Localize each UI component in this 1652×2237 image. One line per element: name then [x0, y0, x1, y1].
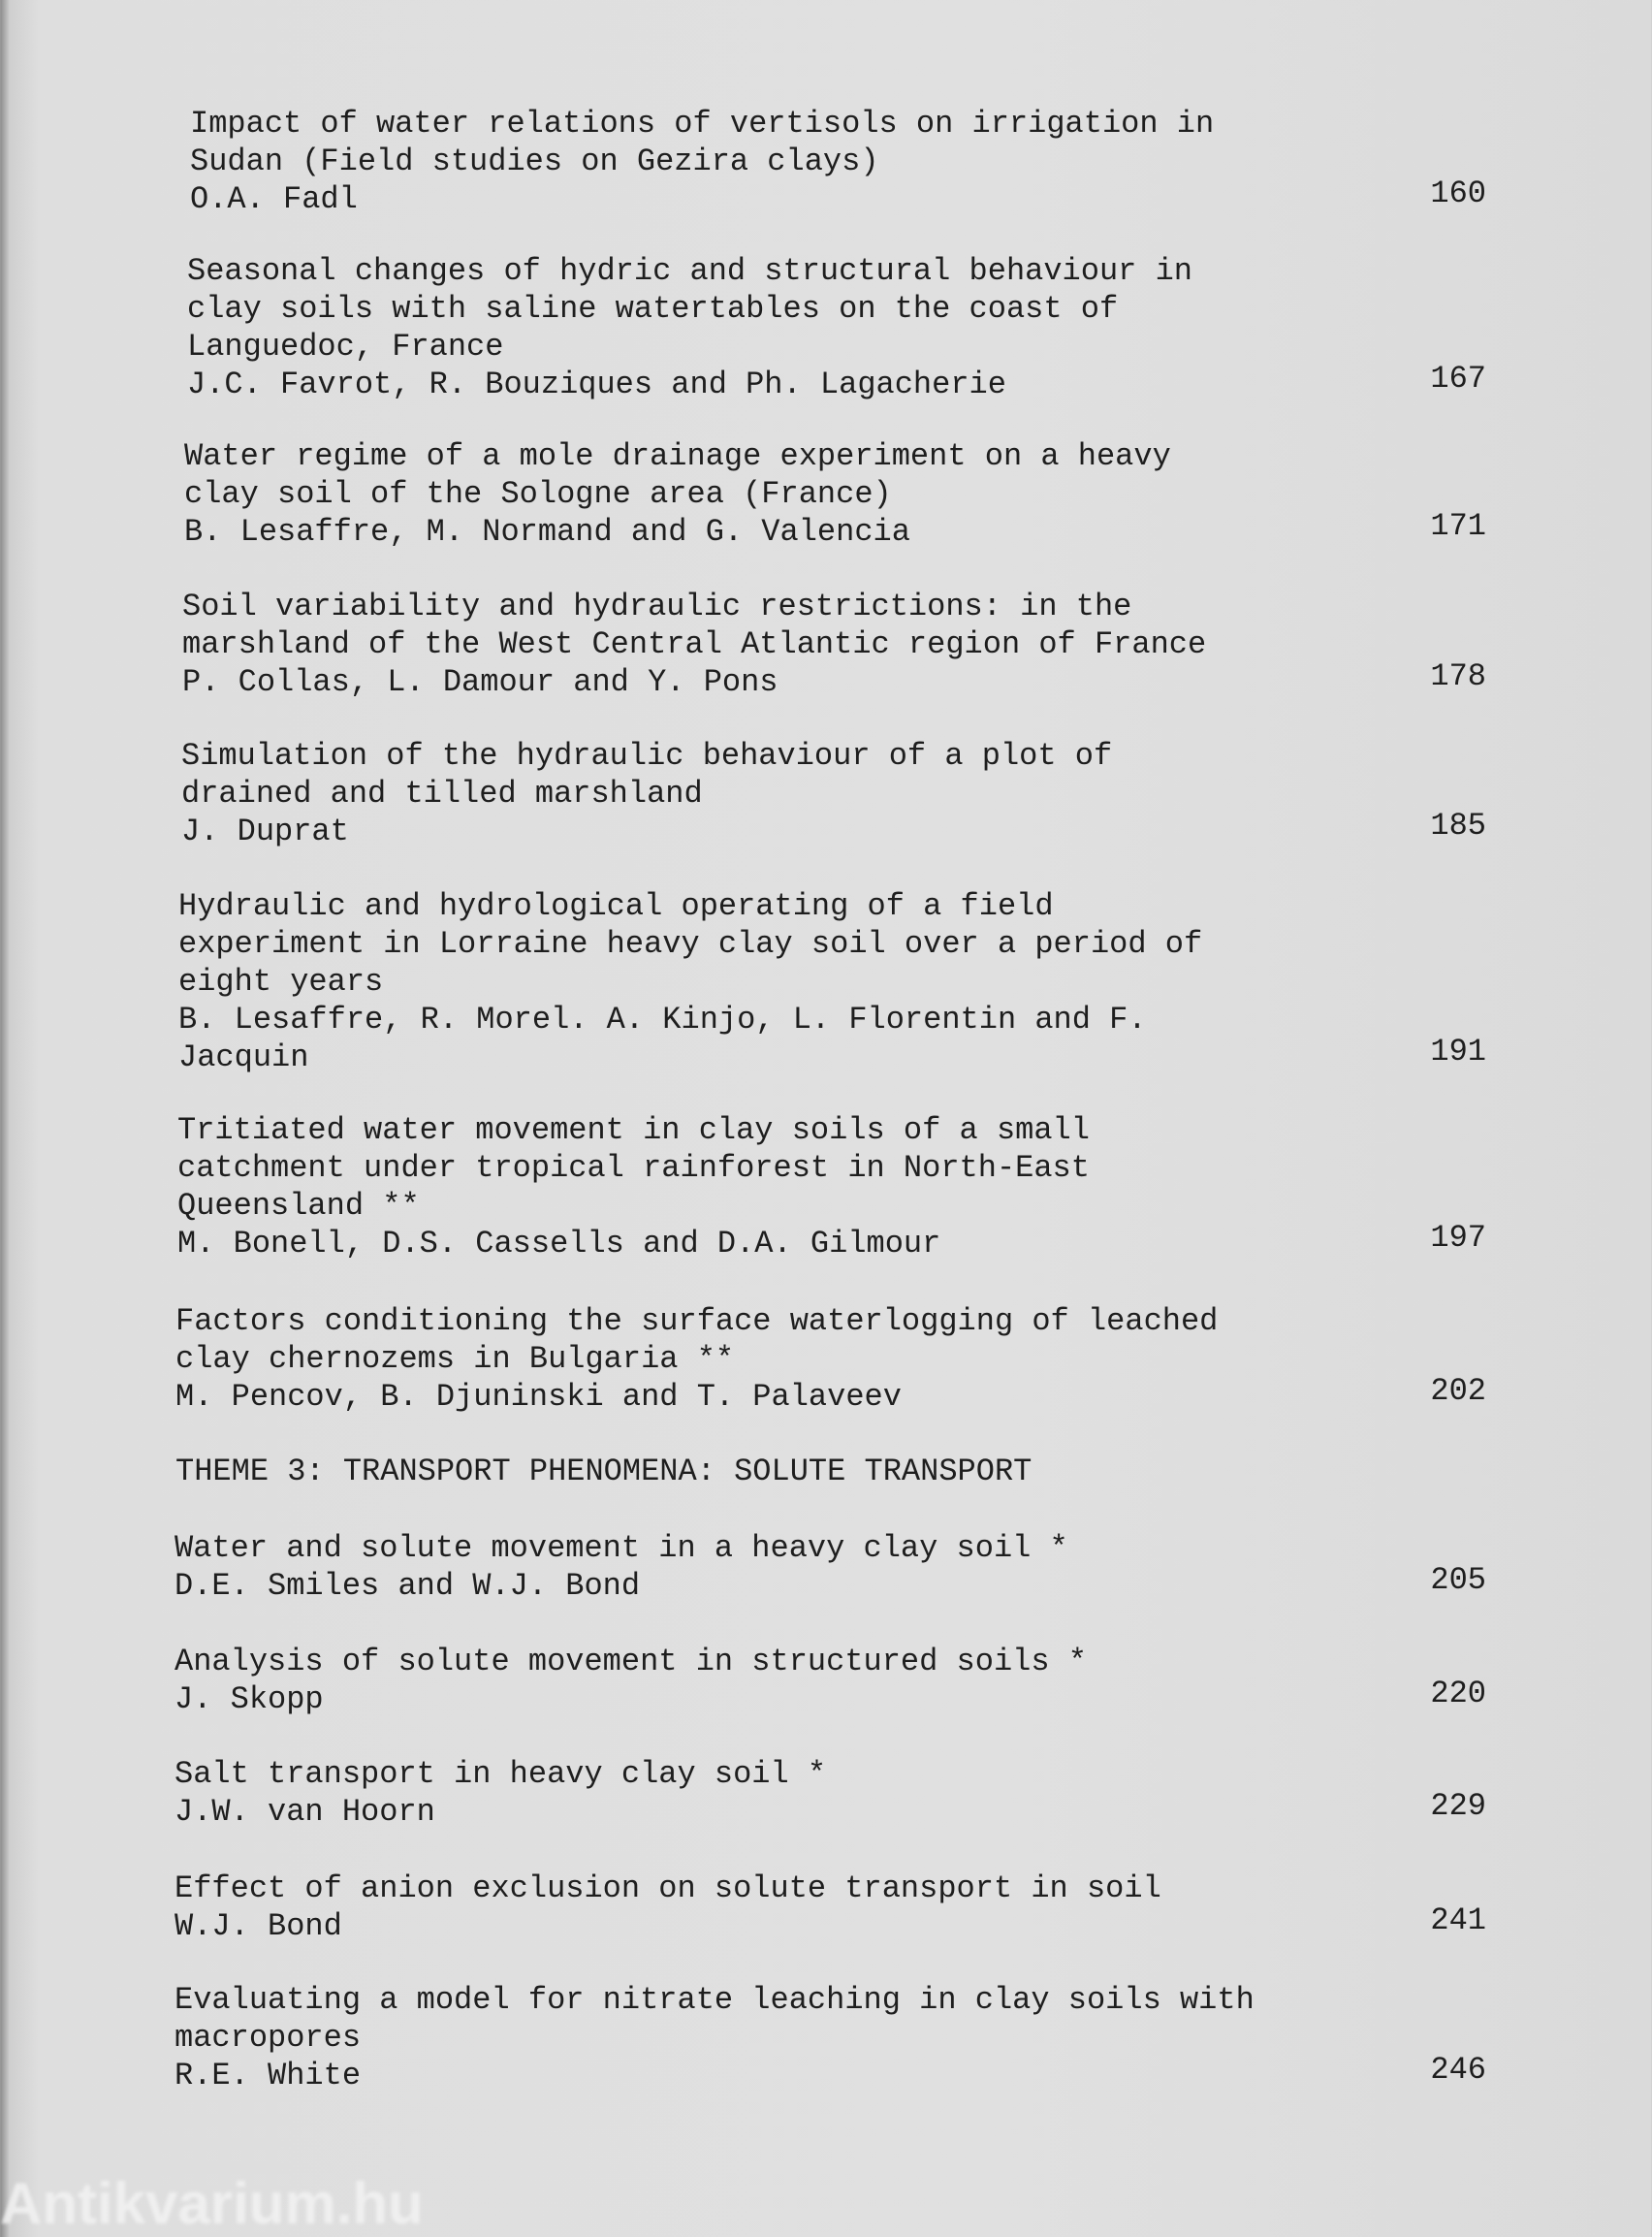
entry-authors	[175, 1562, 1486, 1605]
entry-authors	[175, 1676, 1486, 1718]
line-text: Soil variability and hydraulic restrictions: in the	[182, 589, 1132, 624]
line-text: experiment in Lorraine heavy clay soil over a period of	[178, 926, 1203, 962]
toc-entry	[187, 252, 1486, 403]
entry-title-line	[190, 105, 1486, 143]
page-number: 167	[1430, 361, 1486, 397]
line-text: J.W. van Hoorn	[175, 1794, 435, 1830]
page-number: 220	[1430, 1676, 1486, 1711]
line-text: eight years	[178, 964, 384, 1000]
line-text: P. Collas, L. Damour and Y. Pons	[182, 664, 778, 700]
page-number: 185	[1430, 808, 1486, 844]
line-text: M. Bonell, D.S. Cassells and D.A. Gilmour	[177, 1226, 941, 1262]
line-text: M. Pencov, B. Djuninski and T. Palaveev	[175, 1379, 902, 1415]
entry-title-line	[177, 1187, 1486, 1225]
line-text: Simulation of the hydraulic behaviour of a plot of	[181, 738, 1113, 774]
entry-title-line	[175, 1453, 1486, 1490]
entry-title-line	[175, 1302, 1486, 1340]
page-number: 202	[1430, 1373, 1486, 1409]
entry-authors	[178, 1034, 1486, 1076]
page-number: 197	[1430, 1220, 1486, 1256]
line-text: drained and tilled marshland	[181, 776, 703, 812]
entry-authors	[175, 2052, 1486, 2094]
line-text: B. Lesaffre, M. Normand and G. Valencia	[184, 514, 910, 550]
entry-authors	[175, 1788, 1486, 1831]
line-text: Water and solute movement in a heavy clay soil *	[175, 1530, 1068, 1566]
line-text: B. Lesaffre, R. Morel. A. Kinjo, L. Florentin and F.	[178, 1002, 1147, 1038]
line-text: macropores	[175, 2020, 362, 2056]
entry-title-line	[184, 437, 1486, 475]
page-number: 171	[1430, 508, 1486, 544]
entry-authors	[177, 1220, 1486, 1262]
entry-authors	[175, 1902, 1486, 1945]
watermark: Antikvarium.hu	[0, 2171, 424, 2236]
entry-authors	[182, 658, 1486, 701]
entry-title-line	[187, 290, 1486, 328]
entry-title-line	[175, 2019, 1486, 2057]
line-text: J. Skopp	[175, 1681, 324, 1717]
line-text: Impact of water relations of vertisols on irrigation in	[190, 106, 1215, 142]
line-text: Languedoc, France	[187, 329, 504, 365]
line-text: THEME 3: TRANSPORT PHENOMENA: SOLUTE TRANSPORT	[175, 1454, 1032, 1489]
entry-title-line	[187, 252, 1486, 290]
toc-entry	[175, 1643, 1486, 1718]
line-text: R.E. White	[175, 2058, 362, 2093]
entry-title-line	[177, 1149, 1486, 1187]
line-text: Sudan (Field studies on Gezira clays)	[190, 144, 879, 179]
toc-entry	[175, 1869, 1486, 1945]
entry-authors	[190, 176, 1486, 218]
entry-authors	[187, 361, 1486, 403]
entry-title-line	[178, 963, 1486, 1001]
entry-title-line	[178, 1001, 1486, 1039]
page-number: 178	[1430, 658, 1486, 694]
toc-entry	[182, 588, 1486, 701]
line-text: Jacquin	[178, 1039, 309, 1075]
entry-title-line	[178, 887, 1486, 925]
entry-title-line	[182, 625, 1486, 663]
entry-title-line	[175, 1529, 1486, 1567]
page-number: 246	[1430, 2052, 1486, 2088]
entry-title-line	[177, 1111, 1486, 1149]
line-text: D.E. Smiles and W.J. Bond	[175, 1568, 641, 1604]
toc-entry	[175, 1529, 1486, 1605]
line-text: marshland of the West Central Atlantic region of France	[182, 626, 1207, 662]
line-text: W.J. Bond	[175, 1908, 342, 1944]
line-text: J.C. Favrot, R. Bouziques and Ph. Lagacherie	[187, 367, 1006, 402]
entry-title-line	[175, 1340, 1486, 1378]
toc-entry	[184, 437, 1486, 551]
page-number: 191	[1430, 1034, 1486, 1070]
line-text: Analysis of solute movement in structured soils *	[175, 1644, 1087, 1679]
toc-entry	[175, 1302, 1486, 1416]
line-text: clay soils with saline watertables on the coast of	[187, 291, 1119, 327]
toc-entry	[177, 1111, 1486, 1262]
line-text: Water regime of a mole drainage experiment on a heavy	[184, 438, 1171, 474]
line-text: Seasonal changes of hydric and structural behaviour in	[187, 253, 1192, 289]
toc-entry	[181, 737, 1486, 850]
line-text: Hydraulic and hydrological operating of a field	[178, 888, 1054, 924]
line-text: Factors conditioning the surface waterlogging of leached	[175, 1303, 1219, 1339]
toc-entry	[190, 105, 1486, 218]
line-text: catchment under tropical rainforest in North-East	[177, 1150, 1090, 1186]
entry-authors	[175, 1373, 1486, 1416]
entry-title-line	[178, 925, 1486, 963]
entry-title-line	[187, 328, 1486, 366]
page-number: 241	[1430, 1902, 1486, 1938]
entry-authors	[184, 508, 1486, 551]
entry-title-line	[175, 1643, 1486, 1680]
line-text: Effect of anion exclusion on solute transport in soil	[175, 1870, 1161, 1906]
entry-title-line	[182, 588, 1486, 625]
line-text: clay chernozems in Bulgaria **	[175, 1341, 735, 1377]
page-number: 160	[1430, 176, 1486, 211]
line-text: clay soil of the Sologne area (France)	[184, 476, 892, 512]
toc-entry	[175, 1981, 1486, 2094]
entry-authors	[181, 808, 1486, 850]
page-number: 205	[1430, 1562, 1486, 1598]
toc-entry	[175, 1755, 1486, 1831]
line-text: J. Duprat	[181, 814, 349, 849]
toc-entry	[178, 887, 1486, 1076]
line-text: Tritiated water movement in clay soils of a small	[177, 1112, 1090, 1148]
entry-title-line	[175, 1869, 1486, 1907]
line-text: Evaluating a model for nitrate leaching in clay soils with	[175, 1982, 1255, 2018]
section-heading	[175, 1453, 1486, 1490]
entry-title-line	[184, 475, 1486, 513]
line-text: Queensland **	[177, 1188, 420, 1224]
entry-title-line	[175, 1755, 1486, 1793]
entry-title-line	[190, 143, 1486, 180]
page-number: 229	[1430, 1788, 1486, 1824]
line-text: Salt transport in heavy clay soil *	[175, 1756, 827, 1792]
line-text: O.A. Fadl	[190, 181, 358, 217]
entry-title-line	[181, 775, 1486, 813]
entry-title-line	[181, 737, 1486, 775]
entry-title-line	[175, 1981, 1486, 2019]
